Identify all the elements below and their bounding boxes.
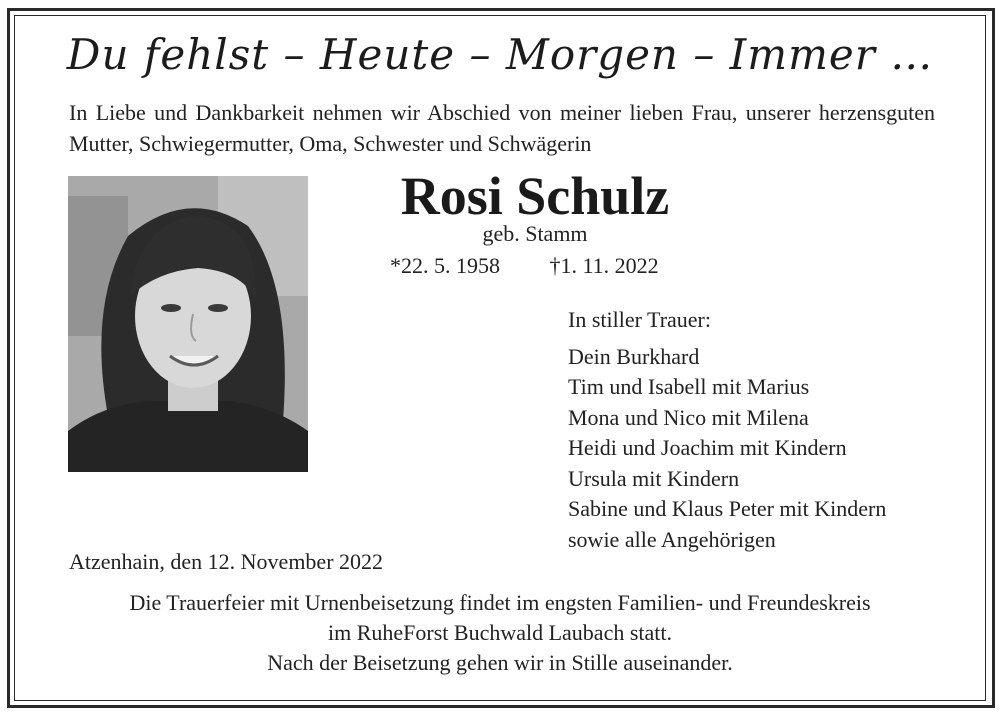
- mourner-entry: Heidi und Joachim mit Kindern: [568, 435, 847, 460]
- death-date: †1. 11. 2022: [549, 253, 659, 278]
- deceased-name: Rosi Schulz: [400, 166, 670, 226]
- mourner-entry: Tim und Isabell mit Marius: [568, 374, 810, 399]
- intro-text: In Liebe und Dankbarkeit nehmen wir Abschied von meiner lieben Frau, unserer herzensguten Mutter, Schwiegermutter, Oma, Schwester und Schwägerin: [69, 100, 935, 156]
- ceremony-line: Die Trauerfeier mit Urnenbeisetzung findet im engsten Familien- und Freundeskreis: [129, 590, 871, 615]
- ceremony-notice: [0, 588, 1000, 678]
- mourners-list: [568, 342, 886, 556]
- maiden-name: geb. Stamm: [482, 221, 588, 246]
- mourner-entry: Sabine und Klaus Peter mit Kindern: [568, 496, 887, 521]
- mourners-block: [568, 305, 886, 555]
- birth-date: *22. 5. 1958: [390, 253, 500, 278]
- headline: Du fehlst – Heute – Morgen – Immer …: [66, 30, 934, 79]
- portrait-photo: [68, 176, 308, 472]
- ceremony-line: Nach der Beisetzung gehen wir in Stille auseinander.: [267, 650, 733, 675]
- ceremony-line: im RuheForst Buchwald Laubach statt.: [328, 620, 672, 645]
- life-dates: [390, 253, 659, 279]
- mourner-entry: Mona und Nico mit Milena: [568, 404, 809, 430]
- place-and-date: Atzenhain, den 12. November 2022: [69, 549, 384, 574]
- mourner-entry: sowie alle Angehörigen: [568, 526, 776, 552]
- mourner-entry: Dein Burkhard: [568, 343, 700, 369]
- mourner-entry: Ursula mit Kindern: [568, 465, 740, 491]
- mourners-heading: In stiller Trauer:: [568, 307, 711, 332]
